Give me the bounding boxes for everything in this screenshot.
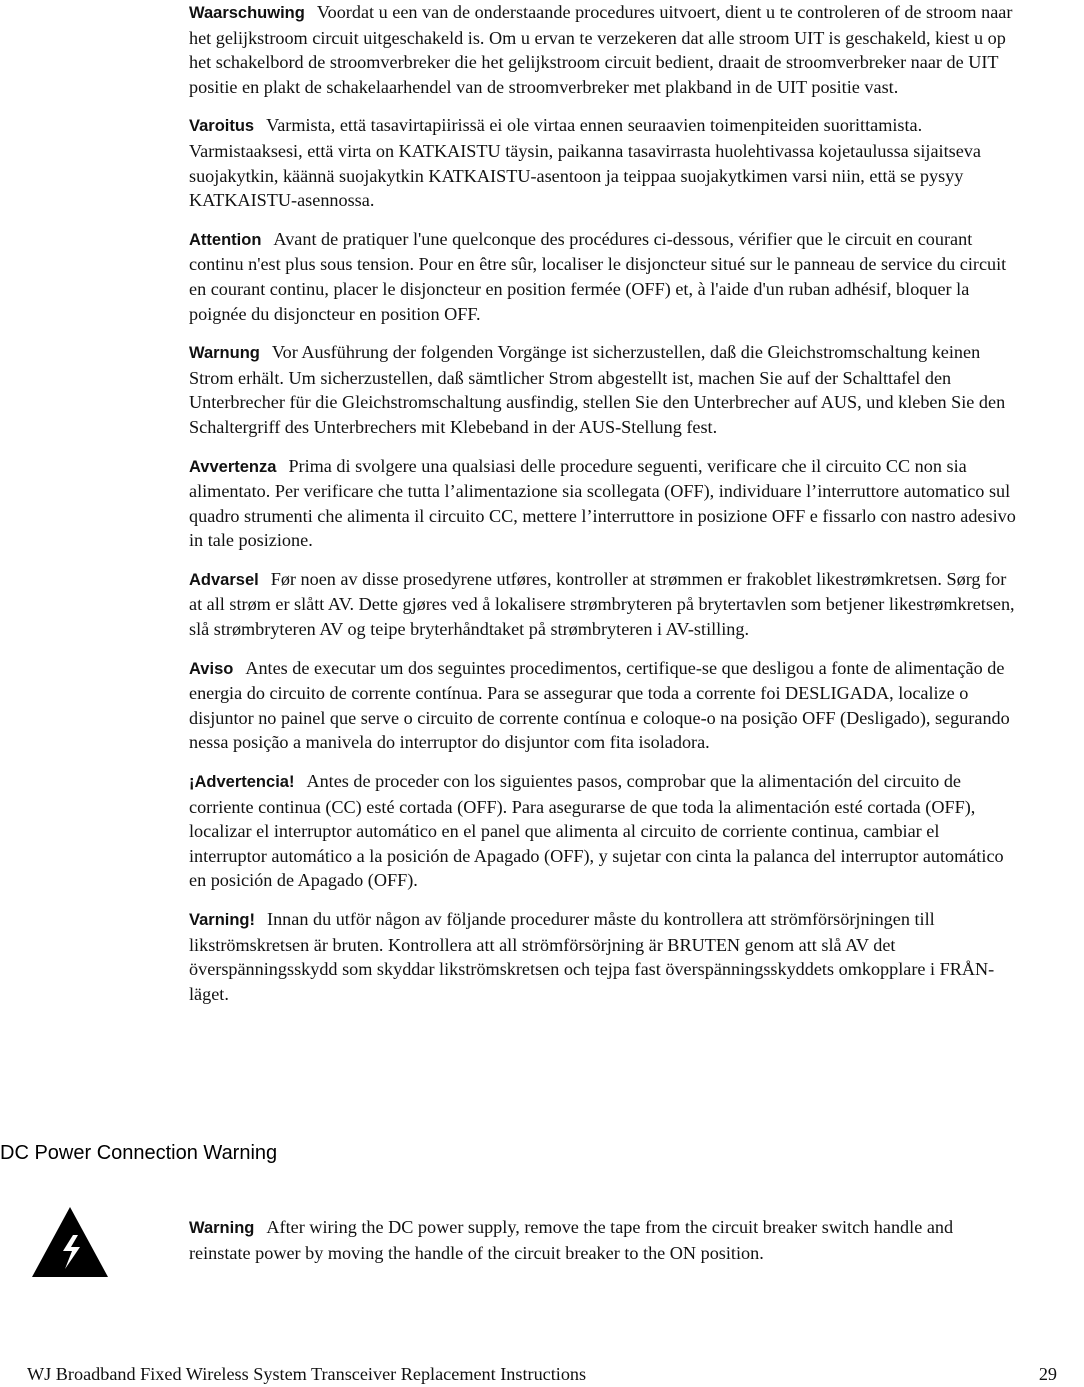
warning-label: ¡Advertencia! — [189, 773, 295, 792]
warning-label: Attention — [189, 230, 262, 249]
dc-power-warning — [189, 1215, 1019, 1279]
warning-paragraph-finnish — [189, 113, 1019, 212]
warning-paragraph-spanish — [189, 769, 1019, 893]
page-number: 29 — [1038, 1364, 1057, 1384]
warning-paragraph-italian — [189, 454, 1019, 553]
warning-text: Avant de pratiquer l'une quelconque des procédures ci-dessous, vérifier que le circuit en courant continu n'est plus sous tension. Pour en être sûr, localiser le disjoncteur situé sur le panneau de service du circuit en courant continu, placer le disjoncteur en position fermée (OFF) et, à l'aide d'un ruban adhésif, bloquer la poignée du disjoncteur en position OFF. — [189, 228, 1007, 324]
warning-label: Varoitus — [189, 117, 255, 136]
warning-text: Antes de executar um dos seguintes procedimentos, certifique-se que desligou a fonte de alimentação de energia do circuito de corrente contínua. Para se assegurar que toda a corrente foi DESLIGADA, localize o disjuntor no painel que serve o circuito de corrente contínua e coloque-o na posição OFF (Desligado), segurando nessa posição a manivela do interruptor do disjuntor com fita isoladora. — [189, 657, 1010, 753]
warning-paragraph-dutch — [189, 0, 1019, 99]
warning-text: Antes de proceder con los siguientes pasos, comprobar que la alimentación del circuito de corriente continua (CC) esté cortada (OFF). Para asegurarse de que toda la alimentación esté cortada (OFF), localizar el interruptor automático en el panel que alimenta al circuito de corriente continua, cambiar el interruptor automático a la posición de Apagado (OFF), y sujetar con cinta la palanca del interruptor automático en posición de Apagado (OFF). — [189, 771, 1004, 891]
warning-paragraph-norwegian — [189, 567, 1019, 642]
warning-label: Advarsel — [189, 570, 259, 589]
warning-paragraph-german — [189, 340, 1019, 439]
warning-label: Avvertenza — [189, 457, 277, 476]
warning-label: Varning! — [189, 911, 256, 929]
warning-paragraph-french — [189, 227, 1019, 326]
warning-text: Varmista, että tasavirtapiirissä ei ole virtaa ennen seuraavien toimenpiteiden suorittamista. Varmistaaksesi, että virta on KATKAISTU täysin, paikanna tasavirrasta huolehtivassa kojetaulussa sijaitseva suojakytkin, käännä suojakytkin KATKAISTU-asentoon ja teippaa suojakytkimen varsi niin, että se pysyy KATKAISTU-asennossa. — [189, 115, 981, 211]
section-heading: DC Power Connection Warning — [0, 1142, 278, 1164]
warning-text: Innan du utför någon av följande procedurer måste du kontrollera att strömförsörjningen till likströmskretsen är bruten. Kontrollera att all strömförsörjning är BRUTEN genom att slå AV det överspänningsskydd som skyddar likströmskretsen och tejpa fast överspänningsskyddets omkopplare i FRÅN-läget. — [189, 909, 995, 1004]
footer-title: WJ Broadband Fixed Wireless System Transceiver Replacement Instructions — [27, 1364, 587, 1384]
warning-text: Før noen av disse prosedyrene utføres, kontroller at strømmen er frakoblet likestrømkretsen. Sørg for at all strøm er slått AV. Dette gjøres ved å lokalisere strømbryteren på brytertavlen som betjener likestrømkretsen, slå strømbryteren AV og teipe bryterhåndtaket på strømbryteren i AV-stilling. — [189, 568, 1015, 640]
dc-warning-paragraph — [189, 1215, 1019, 1265]
electrical-hazard-icon — [30, 1205, 110, 1279]
warning-paragraph-portuguese — [189, 656, 1019, 755]
warning-text: Prima di svolgere una qualsiasi delle procedure seguenti, verificare che il circuito CC non sia alimentato. Per verificare che tutta l’alimentazione sia scollegata (OFF), individuare l’interruttore automatico sul quadro strumenti che alimenta il circuito CC, mettere l’interruttore in posizione OFF e fissarlo con nastro adesivo in tale posizione. — [189, 455, 1016, 551]
warning-text: Voordat u een van de onderstaande procedures uitvoert, dient u te controleren of de stroom naar het gelijkstroom circuit uitgeschakeld is. Om u ervan te verzekeren dat alle stroom UIT is geschakeld, kiest u op het schakelbord de stroomverbreker die het gelijkstroom circuit bedient, draait de stroomverbreker naar de UIT positie en plakt de schakelaarhendel van de stroomverbreker met plakband in de UIT positie vast. — [189, 2, 1013, 97]
warning-paragraph-swedish — [189, 907, 1019, 1006]
dc-warning-text: After wiring the DC power supply, remove the tape from the circuit breaker switch handle and reinstate power by moving the handle of the circuit breaker to the ON position. — [189, 1217, 954, 1263]
warning-label: Warnung — [189, 344, 260, 363]
warning-text: Vor Ausführung der folgenden Vorgänge ist sicherzustellen, daß die Gleichstromschaltung keinen Strom erhält. Um sicherzustellen, daß sämtlicher Strom abgestellt ist, machen Sie auf der Schalttafel den Unterbrecher für die Gleichstromschaltung ausfindig, stellen Sie den Unterbrecher auf AUS, und kleben Sie den Schaltergriff des Unterbrechers mit Klebeband in der AUS-Stellung fest. — [189, 342, 1006, 437]
dc-warning-label: Warning — [189, 1219, 255, 1237]
warning-label: Aviso — [189, 659, 234, 678]
translated-warnings — [189, 0, 1019, 1020]
warning-label: Waarschuwing — [189, 4, 305, 22]
page-footer — [27, 1364, 1057, 1385]
